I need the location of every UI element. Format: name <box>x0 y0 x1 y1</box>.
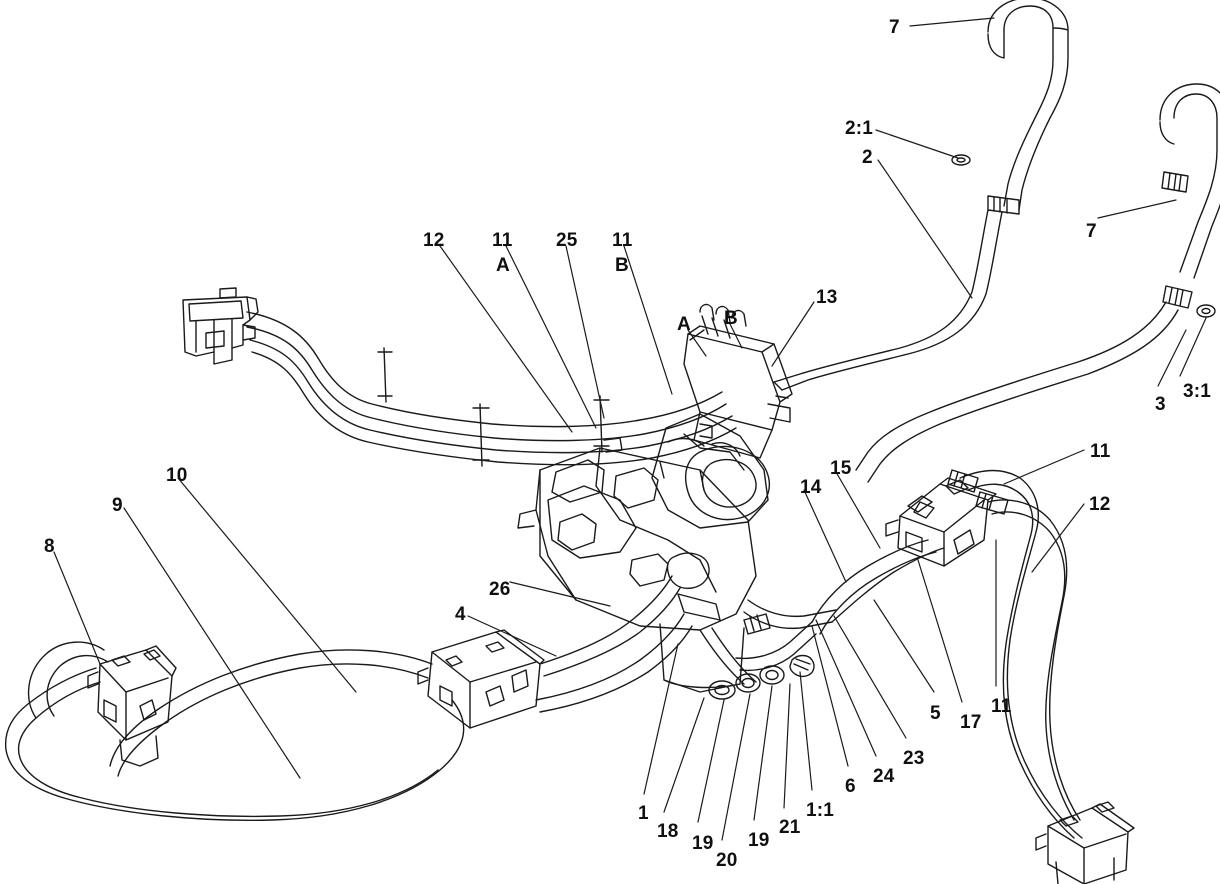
hose-7-top <box>774 0 1068 390</box>
callout-12-left: 12 <box>423 230 445 251</box>
callout-port-a-label: A <box>496 255 510 276</box>
callout-13: 13 <box>816 287 838 308</box>
callout-11-c: 11 <box>991 696 1012 717</box>
hose-bundle-lower-left <box>6 642 464 820</box>
callout-11-a: 11 <box>492 230 513 251</box>
callout-23: 23 <box>903 748 925 769</box>
hose-bundle-right <box>948 470 1082 838</box>
callout-3-1: 3:1 <box>1183 381 1212 402</box>
callout-25: 25 <box>556 230 578 251</box>
callout-26: 26 <box>489 579 511 600</box>
callout-12-right: 12 <box>1089 494 1111 515</box>
callout-3: 3 <box>1155 394 1166 415</box>
callout-port-b: B <box>724 308 738 329</box>
callout-8: 8 <box>44 536 55 557</box>
callout-21: 21 <box>779 817 801 838</box>
callout-1-1: 1:1 <box>806 800 835 821</box>
callout-7-right: 7 <box>1086 221 1097 242</box>
callout-11-b: 11 <box>612 230 633 251</box>
leader-lines <box>54 18 1206 840</box>
callout-2-1: 2:1 <box>845 118 874 139</box>
hose-bundle-left-upper <box>247 312 736 466</box>
right-valve-block <box>886 478 996 566</box>
center-lower-hoses <box>536 540 944 712</box>
callout-19-left: 19 <box>692 833 714 854</box>
callout-18: 18 <box>657 821 679 842</box>
left-upper-valve-block <box>183 288 258 364</box>
callout-15: 15 <box>830 458 852 479</box>
left-lower-valve-block <box>418 630 544 728</box>
seal-washer-row <box>709 656 814 700</box>
callout-port-a: A <box>677 314 691 335</box>
callout-1: 1 <box>638 803 649 824</box>
callout-24: 24 <box>873 766 895 787</box>
callout-9: 9 <box>112 495 123 516</box>
callout-20: 20 <box>716 850 738 871</box>
callout-5: 5 <box>930 703 941 724</box>
callout-4: 4 <box>455 604 466 625</box>
callout-11-right: 11 <box>1090 441 1111 462</box>
callout-19-right: 19 <box>748 830 770 851</box>
callout-7-top: 7 <box>889 17 900 38</box>
callout-port-b-label: B <box>615 255 629 276</box>
callout-10: 10 <box>166 465 188 486</box>
callout-6: 6 <box>845 776 856 797</box>
callout-2: 2 <box>862 147 873 168</box>
callout-14: 14 <box>800 477 822 498</box>
callout-17: 17 <box>960 712 982 733</box>
